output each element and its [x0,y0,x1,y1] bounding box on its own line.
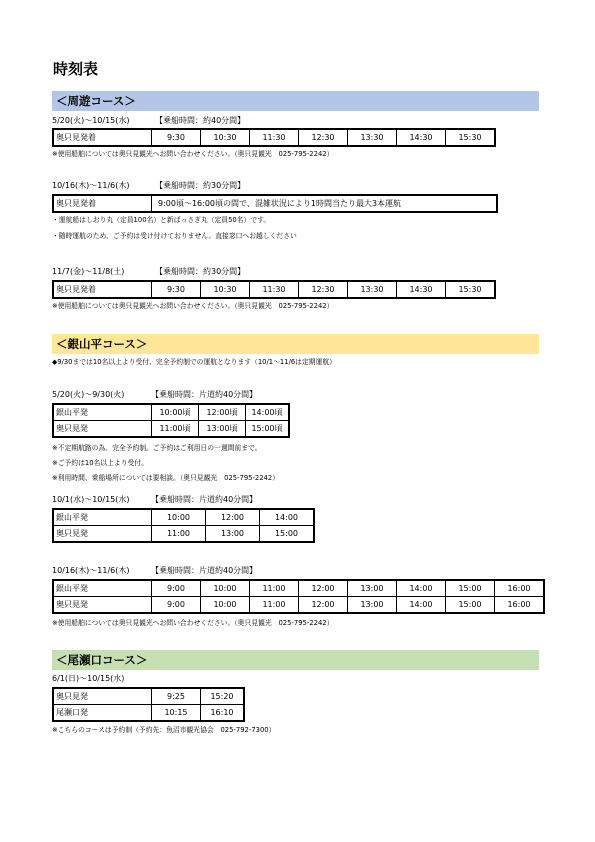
time-cell: 13:00 [206,526,260,543]
timetable-ginzan-1 [52,403,290,438]
time-cell: 12:00頃 [199,404,246,421]
boarding-time: 【乗船時間：片道約40分間】 [151,390,258,399]
table-row [53,281,495,298]
time-cell: 15:20 [201,688,245,705]
time-cell: 12:30 [299,129,348,146]
time-cell: 13:30 [348,281,397,298]
timetable-ginzan-3 [52,579,545,614]
time-cell: 12:30 [299,281,348,298]
time-cell: 15:00頃 [246,421,290,438]
timetable-shuyu-1 [52,128,496,147]
time-cell: 14:00頃 [246,404,290,421]
table-row [53,404,289,421]
page-title: 時刻表 [53,60,99,78]
time-cell: 14:00 [397,597,446,614]
period-date: 10/1(水)～10/15(水) [52,495,130,504]
row-label: 奥只見発 [53,421,152,438]
time-cell: 11:30 [250,281,299,298]
time-cell: 16:10 [201,705,245,722]
table-row [53,509,314,526]
table-row [53,526,314,543]
time-cell: 15:30 [446,129,496,146]
boarding-time: 【乗船時間：約40分間】 [155,116,246,125]
row-label: 銀山平発 [53,580,152,597]
row-label: 奥只見発着 [53,195,152,212]
time-cell: 10:00 [152,509,206,526]
note: ※使用船舶については奥只見観光へお問い合わせください。（奥只見観光 025-795-2242） [52,150,334,158]
time-cell: 13:00頃 [199,421,246,438]
row-label: 奥只見発 [53,526,152,543]
time-cell: 9:30 [152,281,201,298]
row-label: 銀山平発 [53,404,152,421]
note: ※不定期航路の為、完全予約制。ご予約はご利用日の一週間前まで。 [52,444,262,452]
time-cell: 15:30 [446,281,496,298]
course-intro: ◆9/30までは10名以上より受付、完全予約制での運航となります（10/1～11/6は定期運航） [52,358,336,366]
boarding-time: 【乗船時間：片道約40分間】 [151,495,258,504]
note: ※こちらのコースは予約制（予約先：魚沼市観光協会 025-792-7300） [52,726,276,734]
time-cell: 11:30 [250,129,299,146]
table-row [53,421,289,438]
time-cell: 9:00 [152,597,201,614]
row-label: 奥只見発着 [53,129,152,146]
row-label: 銀山平発 [53,509,152,526]
boarding-time: 【乗船時間：約30分間】 [155,181,246,190]
note: ・運航船はしおり丸（定員100名）と新ばっさぎ丸（定員50名）です。 [52,216,271,224]
period-date: 10/16(木)～11/6(木) [52,181,130,190]
note: ※利用時間、乗船場所については要相談。（奥只見観光 025-795-2242） [52,474,280,482]
row-label: 奥只見発 [53,597,152,614]
boarding-time: 【乗船時間：約30分間】 [155,267,246,276]
time-cell: 11:00 [152,526,206,543]
time-cell: 12:00 [299,597,348,614]
time-cell: 12:00 [299,580,348,597]
time-cell: 9:25 [152,688,201,705]
time-cell: 11:00 [250,597,299,614]
table-row [53,597,544,614]
table-row [53,195,497,212]
time-cell: 11:00 [250,580,299,597]
table-row [53,705,244,722]
timetable-ozeguchi [52,687,245,722]
time-cell: 10:00 [201,597,250,614]
period-date: 6/1(日)～10/15(水) [52,674,125,683]
period-date: 5/20(火)～9/30(火) [52,390,125,399]
note: ※使用船舶については奥只見観光へお問い合わせください。（奥只見観光 025-795-2242） [52,619,334,627]
row-label: 奥只見発 [53,688,152,705]
time-cell: 10:30 [201,129,250,146]
table-row [53,129,495,146]
period-date: 10/16(木)～11/6(木) [52,566,130,575]
time-cell: 10:00 [201,580,250,597]
time-cell: 9:30 [152,129,201,146]
time-cell: 15:00 [446,580,495,597]
time-cell: 16:00 [495,580,545,597]
table-row [53,580,544,597]
time-cell: 10:30 [201,281,250,298]
operation-note: 9:00頃～16:00頃の間で、混雑状況により1時間当たり最大3本運航 [152,195,498,212]
time-cell: 14:00 [397,580,446,597]
timetable-shuyu-2 [52,194,498,213]
time-cell: 13:30 [348,129,397,146]
time-cell: 15:00 [446,597,495,614]
time-cell: 16:00 [495,597,545,614]
timetable-ginzan-2 [52,508,315,543]
note: ※ご予約は10名以上より受付。 [52,459,148,467]
course-header-ginzandaira: ＜銀山平コース＞ [52,334,539,354]
boarding-time: 【乗船時間：片道約40分間】 [151,566,258,575]
time-cell: 9:00 [152,580,201,597]
row-label: 奥只見発着 [53,281,152,298]
time-cell: 13:00 [348,580,397,597]
period-date: 11/7(金)～11/8(土) [52,267,125,276]
note: ・随時運航のため、ご予約は受け付けておりません。直接窓口へお越しください [52,232,297,240]
time-cell: 14:00 [260,509,315,526]
timetable-shuyu-3 [52,280,496,299]
time-cell: 13:00 [348,597,397,614]
period-date: 5/20(火)～10/15(水) [52,116,130,125]
time-cell: 12:00 [206,509,260,526]
table-row [53,688,244,705]
course-header-shuyu: ＜周遊コース＞ [52,91,539,111]
note: ※使用船舶については奥只見観光へお問い合わせください。（奥只見観光 025-795-2242） [52,302,334,310]
time-cell: 10:00頃 [152,404,199,421]
time-cell: 10:15 [152,705,201,722]
time-cell: 14:30 [397,281,446,298]
course-header-ozeguchi: ＜尾瀬口コース＞ [52,650,539,670]
time-cell: 11:00頃 [152,421,199,438]
row-label: 尾瀬口発 [53,705,152,722]
time-cell: 14:30 [397,129,446,146]
time-cell: 15:00 [260,526,315,543]
